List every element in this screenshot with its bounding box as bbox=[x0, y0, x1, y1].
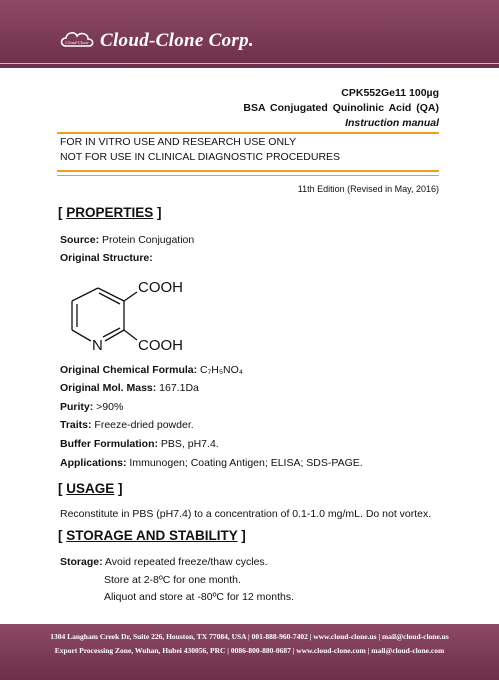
traits-value: Freeze-dried powder. bbox=[91, 419, 194, 431]
footer-address-us: 1304 Langham Creek Dr, Suite 226, Houston, TX 77084, USA | 001-888-960-7402 | www.cloud-clone.us | mail@cloud-clone.us bbox=[50, 632, 449, 641]
mass-row bbox=[60, 382, 199, 394]
top-rule bbox=[57, 132, 439, 134]
manual-label: Instruction manual bbox=[345, 117, 439, 129]
mass-label: Original Mol. Mass: bbox=[60, 382, 157, 394]
carboxyl-group-bottom: COOH bbox=[138, 337, 183, 354]
storage-heading bbox=[58, 528, 246, 543]
buffer-label: Buffer Formulation: bbox=[60, 438, 158, 450]
notice-rule-thin bbox=[57, 175, 439, 176]
applications-value: Immunogen; Coating Antigen; ELISA; SDS-PAGE. bbox=[126, 457, 363, 469]
storage-title: STORAGE AND STABILITY bbox=[66, 528, 238, 543]
structure-row bbox=[60, 252, 153, 264]
mass-value: 167.1Da bbox=[156, 382, 199, 394]
usage-text: Reconstitute in PBS (pH7.4) to a concentration of 0.1-1.0 mg/mL. Do not vortex. bbox=[60, 508, 432, 520]
usage-title: USAGE bbox=[66, 481, 115, 496]
edition-text: 11th Edition (Revised in May, 2016) bbox=[297, 184, 439, 194]
footer-banner bbox=[0, 624, 499, 680]
footer-address-cn: Export Processing Zone, Wuhan, Hubei 430056, PRC | 0086-800-880-0687 | www.cloud-clone.com | mail@cloud-clone.com bbox=[54, 646, 445, 655]
quinolinic-acid-structure bbox=[58, 270, 198, 360]
purity-value: >90% bbox=[93, 401, 124, 413]
applications-label: Applications: bbox=[60, 457, 127, 469]
header-banner bbox=[0, 0, 499, 68]
svg-text:Cloud-Clone: Cloud-Clone bbox=[65, 40, 89, 45]
product-name: BSA Conjugated Quinolinic Acid (QA) bbox=[243, 102, 439, 114]
clinical-use-notice: NOT FOR USE IN CLINICAL DIAGNOSTIC PROCEDURES bbox=[60, 151, 341, 163]
usage-heading bbox=[58, 481, 123, 496]
bracket-close: ] bbox=[237, 528, 246, 543]
source-label: Source: bbox=[60, 234, 100, 246]
formula-value: C₇H₅NO₄ bbox=[197, 364, 244, 376]
structure-label: Original Structure: bbox=[60, 252, 153, 264]
formula-row bbox=[60, 364, 243, 376]
formula-label: Original Chemical Formula: bbox=[60, 364, 198, 376]
purity-row bbox=[60, 401, 123, 413]
storage-row bbox=[60, 556, 268, 568]
cloud-clone-logo-icon bbox=[58, 26, 98, 52]
storage-line-3: Aliquot and store at -80ºC for 12 months. bbox=[104, 591, 295, 603]
bracket-close: ] bbox=[114, 481, 123, 496]
traits-label: Traits: bbox=[60, 419, 92, 431]
source-value: Protein Conjugation bbox=[99, 234, 195, 246]
carboxyl-group-top: COOH bbox=[138, 279, 183, 296]
traits-row bbox=[60, 419, 194, 431]
bracket-open: [ bbox=[58, 205, 67, 220]
storage-label: Storage: bbox=[60, 556, 103, 568]
buffer-value: PBS, pH7.4. bbox=[158, 438, 219, 450]
properties-title: PROPERTIES bbox=[66, 205, 154, 220]
brand-name: Cloud-Clone Corp. bbox=[100, 30, 254, 51]
storage-line-2: Store at 2-8ºC for one month. bbox=[104, 574, 241, 586]
applications-row bbox=[60, 457, 363, 469]
buffer-row bbox=[60, 438, 219, 450]
properties-heading bbox=[58, 205, 162, 220]
bracket-close: ] bbox=[153, 205, 162, 220]
bracket-open: [ bbox=[58, 481, 67, 496]
notice-rule-thick bbox=[57, 170, 439, 172]
product-code: CPK552Ge11 100µg bbox=[341, 87, 439, 99]
source-row bbox=[60, 234, 194, 246]
nitrogen-atom: N bbox=[92, 337, 103, 354]
purity-label: Purity: bbox=[60, 401, 94, 413]
storage-value: Avoid repeated freeze/thaw cycles. bbox=[102, 556, 268, 568]
bracket-open: [ bbox=[58, 528, 67, 543]
research-use-notice: FOR IN VITRO USE AND RESEARCH USE ONLY bbox=[60, 136, 297, 148]
header-divider bbox=[0, 63, 499, 64]
